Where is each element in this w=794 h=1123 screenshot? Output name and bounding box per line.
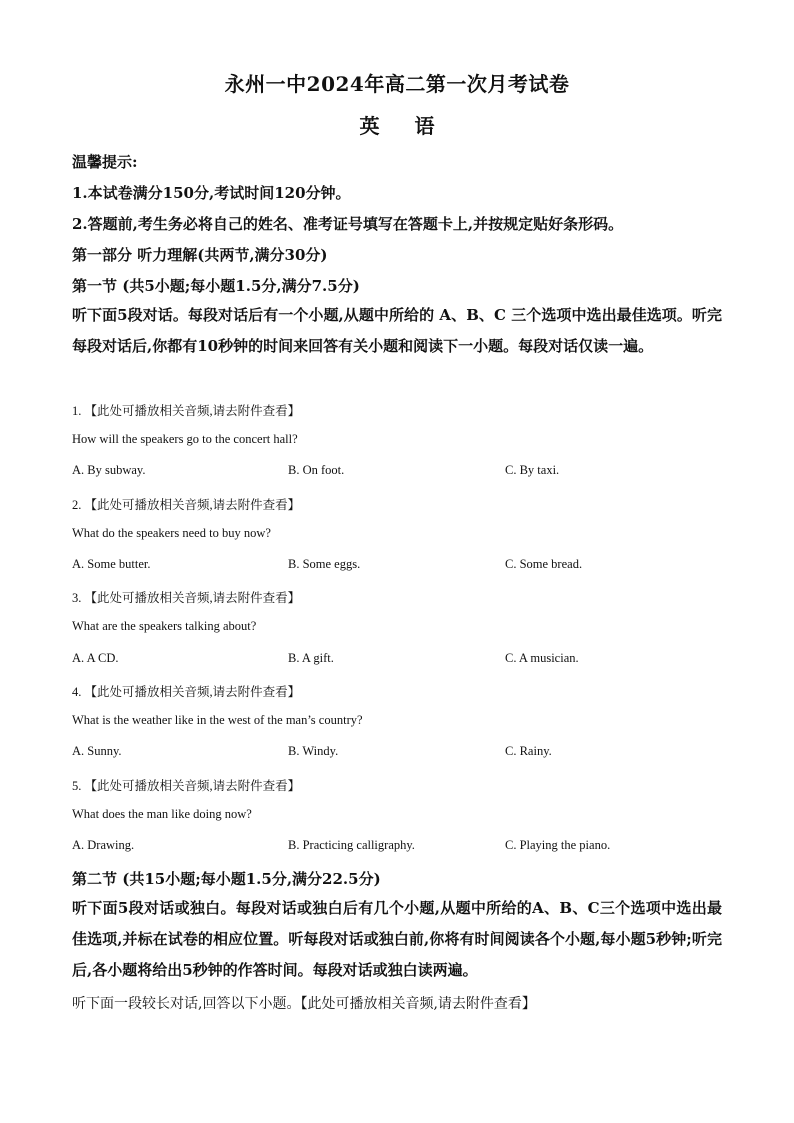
section2-title: 第二节 (共15小题;每小题1.5分,满分22.5分) [72,870,381,888]
option-a: A. Some butter. [72,557,151,571]
option-c: C. Rainy. [505,744,552,758]
question-text: What are the speakers talking about? [72,619,257,633]
option-c: C. A musician. [505,651,579,665]
option-c: C. Playing the piano. [505,838,611,852]
notice-item: 2.答题前,考生务必将自己的姓名、准考证号填写在答题卡上,并按规定贴好条形码。 [72,215,624,233]
option-c: C. By taxi. [505,463,560,477]
audio-placeholder: 4. 【此处可播放相关音频,请去附件查看】 [72,685,301,699]
section1-instructions: 听下面5段对话。每段对话后有一个小题,从题中所给的 A、B、C 三个选项中选出最佳选项。听完每段对话后,你都有10秒钟的时间来回答有关小题和阅读下一小题。每段对话仅读一遍。 [72,306,722,355]
audio-placeholder: 2. 【此处可播放相关音频,请去附件查看】 [72,498,301,512]
option-a: A. Drawing. [72,838,135,852]
question-text: What does the man like doing now? [72,807,252,821]
audio-placeholder: 3. 【此处可播放相关音频,请去附件查看】 [72,591,301,605]
section2-prompt: 听下面一段较长对话,回答以下小题。【此处可播放相关音频,请去附件查看】 [72,996,536,1012]
section1-title: 第一节 (共5小题;每小题1.5分,满分7.5分) [72,277,360,295]
question-text: What is the weather like in the west of the man’s country? [72,713,363,727]
subject-title: 英 语 [359,114,449,138]
option-b: B. Windy. [288,744,339,758]
option-a: A. By subway. [72,463,146,477]
notice-heading: 温馨提示: [72,153,138,171]
audio-placeholder: 1. 【此处可播放相关音频,请去附件查看】 [72,404,301,418]
option-c: C. Some bread. [505,557,583,571]
section2-instructions: 听下面5段对话或独白。每段对话或独白后有几个小题,从题中所给的A、B、C三个选项中选出最佳选项,并标在试卷的相应位置。听每段对话或独白前,你将有时间阅读各个小题,每小题5秒钟;听完后,各小题将给出5秒钟的作答时间。每段对话或独白读两遍。 [72,899,722,979]
audio-placeholder: 5. 【此处可播放相关音频,请去附件查看】 [72,779,301,793]
option-a: A. A CD. [72,651,119,665]
part1-title: 第一部分 听力理解(共两节,满分30分) [72,246,328,264]
option-b: B. Some eggs. [288,557,361,571]
page-title: 永州一中2024年高二第一次月考试卷 [224,72,570,96]
option-b: B. A gift. [288,651,334,665]
option-b: B. On foot. [288,463,345,477]
option-a: A. Sunny. [72,744,122,758]
question-text: How will the speakers go to the concert hall? [72,432,298,446]
question-text: What do the speakers need to buy now? [72,526,271,540]
notice-item: 1.本试卷满分150分,考试时间120分钟。 [72,184,351,202]
option-b: B. Practicing calligraphy. [288,838,415,852]
